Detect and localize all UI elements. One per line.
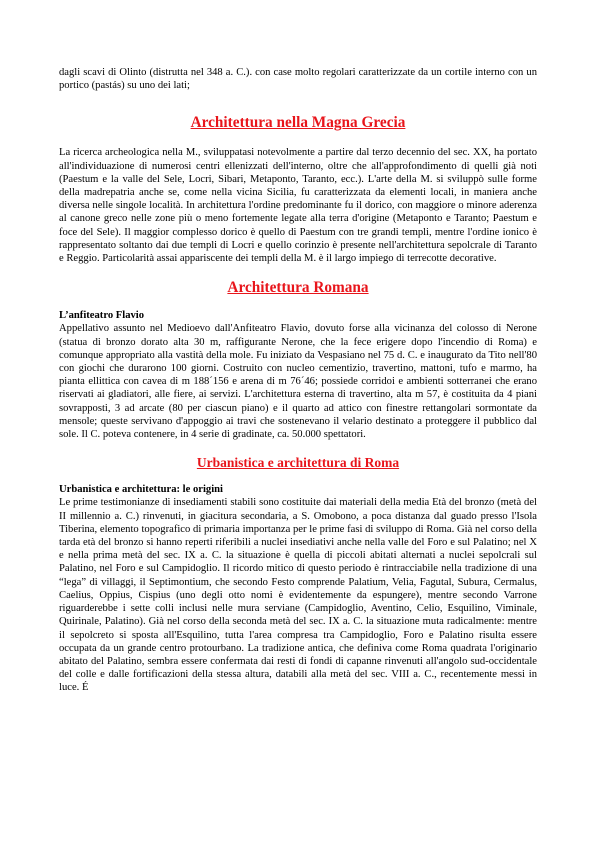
heading-urbanistica: Urbanistica e architettura di Roma	[196, 455, 400, 471]
intro-paragraph: dagli scavi di Olinto (distrutta nel 348 a. C.). con case molto regolari caratterizzate da un cortile interno con un portico (pastás) su uno dei lati;	[59, 67, 537, 92]
document-page	[59, 66, 537, 695]
urbanistica-paragraph: Le prime testimonianze di insediamenti stabili sono costituite dai materiali della media Età del bronzo (metà del II millennio a. C.) rinvenuti, in giacitura secondaria, a S. Omobono, a poca distanza dal guado presso l'Isola Tiberina, elemento topografico di primaria importanza per le prime fasi di sviluppo di Roma. Già nel corso della tarda età del bronzo si hanno reperti riferibili a nuclei insediativi anche nella valle del Foro e sul Palatino; nel X e nella prima metà del sec. IX a. C. la situazione è quella di piccoli abitati alternati a nuclei sepolcrali sul Palatino, nel Foro e sul Campidoglio. Il ricordo mitico di questo periodo è rintracciabile nella tradizione di una “lega” di villaggi, il Septimontium, che secondo Festo comprende Palatium, Velia, Fagutal, Subura, Cermalus, Caelius, Oppius, Cispius (uno degli otto nomi è evidentemente da espungere), mentre secondo Varrone riguarderebbe i sette colli inclusi nelle mura serviane (Campidoglio, Aventino, Celio, Esquilino, Viminale, Quirinale, Palatino). Già nel corso della seconda metà del sec. IX a. C. la situazione muta radicalmente: mentre il sepolcreto si sposta all'Esquilino, tutta l'area compresa tra Campidoglio, Foro e Palatino risulta essere occupata da un grande centro protourbano. La tradizione antica, che definiva come Roma quadrata l'originario abitato del Palatino, sembra essere confermata dai resti di fondi di capanne rinvenuti all'angolo sud-occidentale del colle e dalle fortificazioni della stessa altura, databili alla metà del sec. VIII a. C., recentemente messi in luce. É	[59, 497, 537, 694]
subheading-anfiteatro: L’anfiteatro Flavio	[59, 310, 145, 322]
subheading-origini: Urbanistica e architettura: le origini	[59, 484, 223, 496]
heading-architettura-romana: Architettura Romana	[227, 279, 369, 297]
heading-magna-grecia: Architettura nella Magna Grecia	[190, 114, 406, 132]
anfiteatro-paragraph: Appellativo assunto nel Medioevo dall'Anfiteatro Flavio, dovuto forse alla vicinanza del colosso di Nerone (statua di bronzo dorato alta 30 m, raffigurante Nerone, che la fece erigere dopo l'incendio di Roma) e comunque appropriato alla vastità della mole. Fu iniziato da Vespasiano nel 75 d. C. e inaugurato da Tito nell'80 con giochi che durarono 100 giorni. Costruito con nucleo cementizio, travertino, mattoni, tufo e marmo, ha pianta ellittica con cavea di m 188´156 e arena di m 76´46; possiede corridoi e ambienti sotterranei che erano riservati ai gladiatori, alle fiere, ai servizi. L'architettura esterna di travertino, alta m 57, è costituita da 4 piani sovrapposti, 3 ad arcate (80 per ciascun piano) e il quarto ad attico con finestre rettangolari sormontate da mensole; queste servivano d'appoggio ai travi che sostenevano il velario destinato a proteggere il pubblico dal sole. Il C. poteva contenere, in 4 serie di gradinate, ca. 50.000 spettatori.	[59, 323, 537, 441]
magna-grecia-paragraph: La ricerca archeologica nella M., sviluppatasi notevolmente a partire dal terzo decennio del sec. XX, ha portato all'individuazione di numerosi centri ellenizzati dell'interno, oltre che all'approfondimento di quelli già noti (Paestum e la valle del Sele, Locri, Sibari, Metaponto, Taranto, ecc.). L'arte della M. si sviluppò sulle forme della madrepatria anche se, come nella vicina Sicilia, fu caratterizzata da elementi locali, in maniera anche diversa nelle singole località. In architettura l'ordine predominante fu il dorico, con maggiore o minore aderenza al canone greco nelle zone più o meno fortemente legate alla terra d'origine (Metaponto e Taranto; Paestum e foce del Sele). Il maggior complesso dorico è quello di Paestum con tre grandi templi, mentre l'ordine ionico è rappresentato soltanto dai due templi di Locri e quello corinzio è presente nell'architettura sepolcrale di Taranto e Reggio. Particolarità assai appariscente dei templi della M. è il largo impiego di terrecotte decorative.	[59, 147, 537, 265]
